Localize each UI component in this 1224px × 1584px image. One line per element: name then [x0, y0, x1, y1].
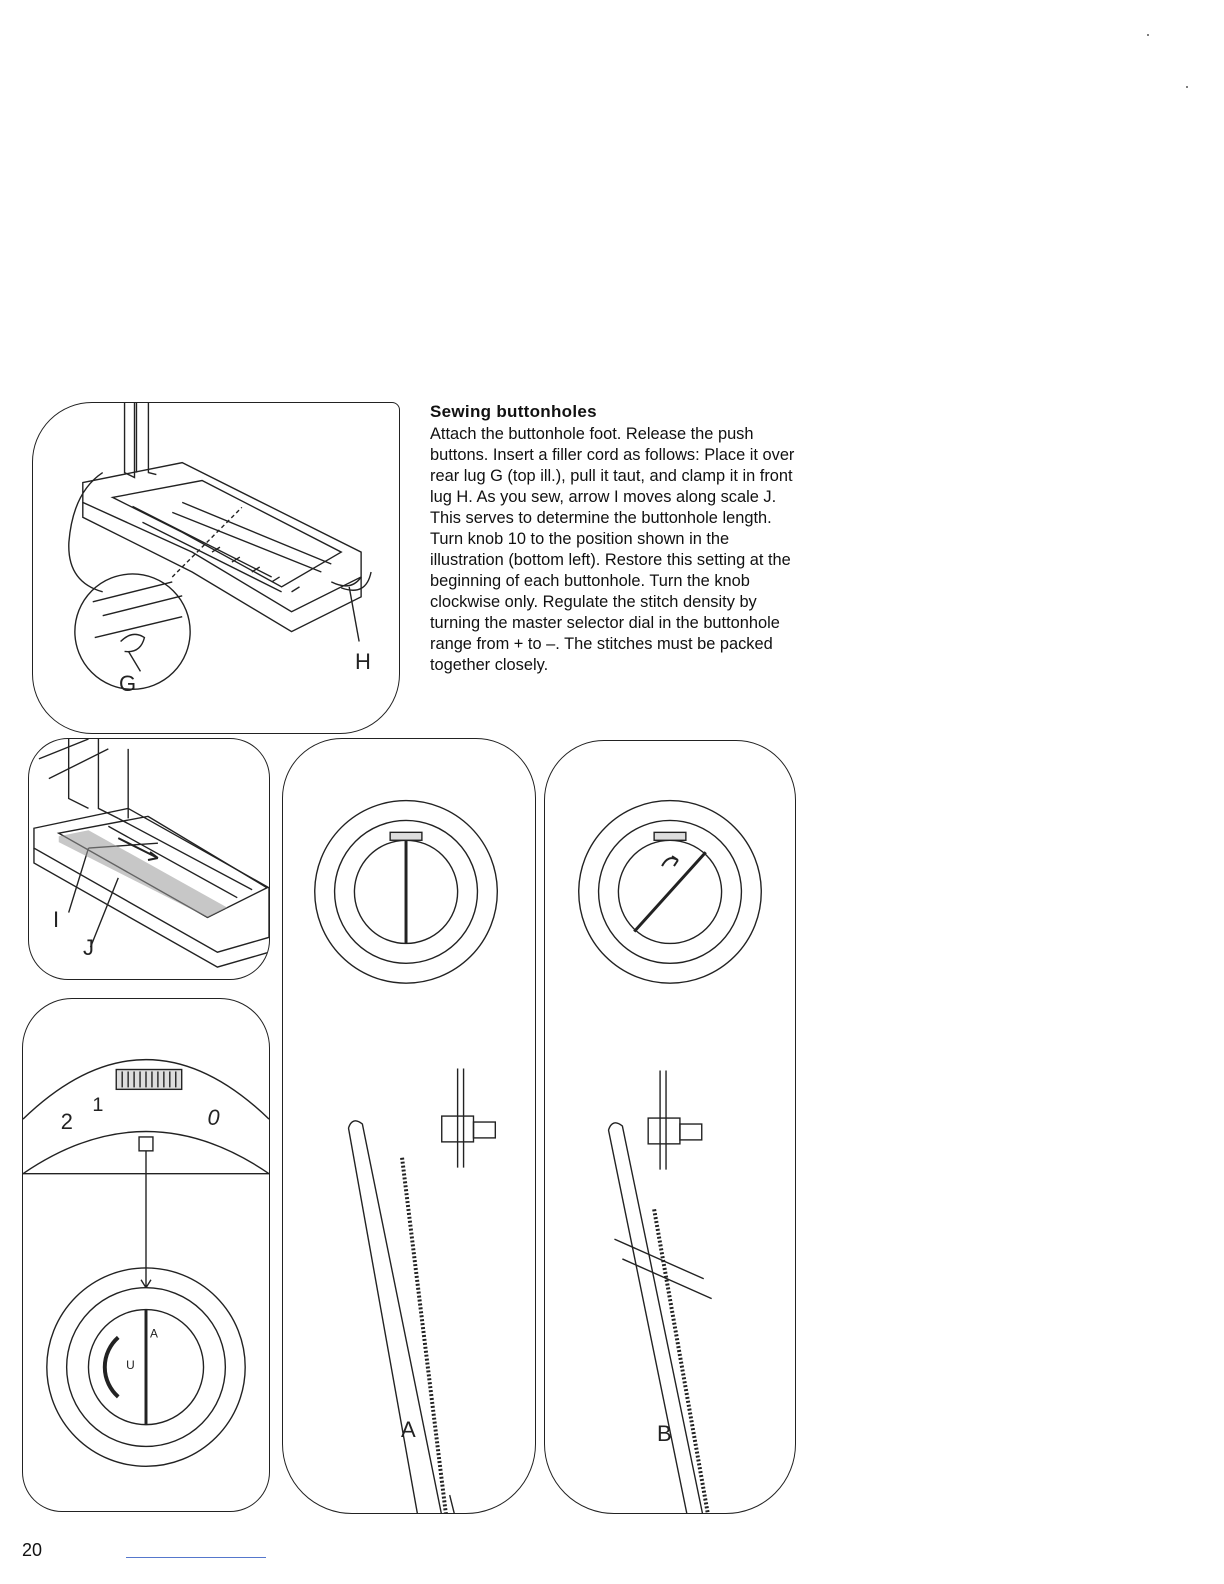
buttonhole-foot-figure — [32, 402, 400, 734]
dial-mark-0: 0 — [207, 1105, 220, 1131]
figure-a-panel — [282, 738, 536, 1514]
figure-a-label: A — [401, 1417, 416, 1442]
figure-b-label: B — [657, 1421, 672, 1446]
scale-figure — [28, 738, 270, 980]
dial-mark-a: A — [149, 1326, 158, 1341]
footer-rule — [126, 1557, 266, 1558]
lug-g-label: G — [119, 671, 137, 696]
dial-mark-1: 1 — [92, 1094, 104, 1117]
scan-speck — [1147, 34, 1149, 36]
knob-setting-figure — [22, 998, 270, 1512]
page-number: 20 — [22, 1540, 43, 1560]
article — [430, 402, 798, 676]
figure-a-drawing — [283, 739, 535, 1513]
scale-j-label: J — [83, 935, 94, 960]
lug-h-label: H — [355, 649, 371, 674]
arrow-i-label: I — [53, 907, 60, 932]
article-body: Attach the buttonhole foot. Release the push buttons. Insert a filler cord as follows: Place it over rear lug G (top ill.), pull it taut, and clamp it in front lug H. As you sew, arrow I moves along scale J. This serves to determine the buttonhole length. Turn knob 10 to the position shown in the illustration (bottom left). Restore this setting at the beginning of each buttonhole. Turn the knob clockwise only. Regulate the stitch density by turning the master selector dial in the buttonhole range from + to –. The stitches must be packed together closely. — [430, 425, 795, 674]
article-heading: Sewing buttonholes — [430, 402, 597, 421]
dial-mark-u: U — [126, 1358, 135, 1373]
scan-speck — [1186, 86, 1188, 88]
scale-drawing — [29, 739, 269, 979]
figure-b-drawing — [545, 741, 795, 1513]
knob-setting-drawing — [23, 999, 269, 1511]
dial-mark-2: 2 — [60, 1109, 73, 1135]
figure-b-panel — [544, 740, 796, 1514]
buttonhole-foot-drawing — [33, 403, 399, 733]
